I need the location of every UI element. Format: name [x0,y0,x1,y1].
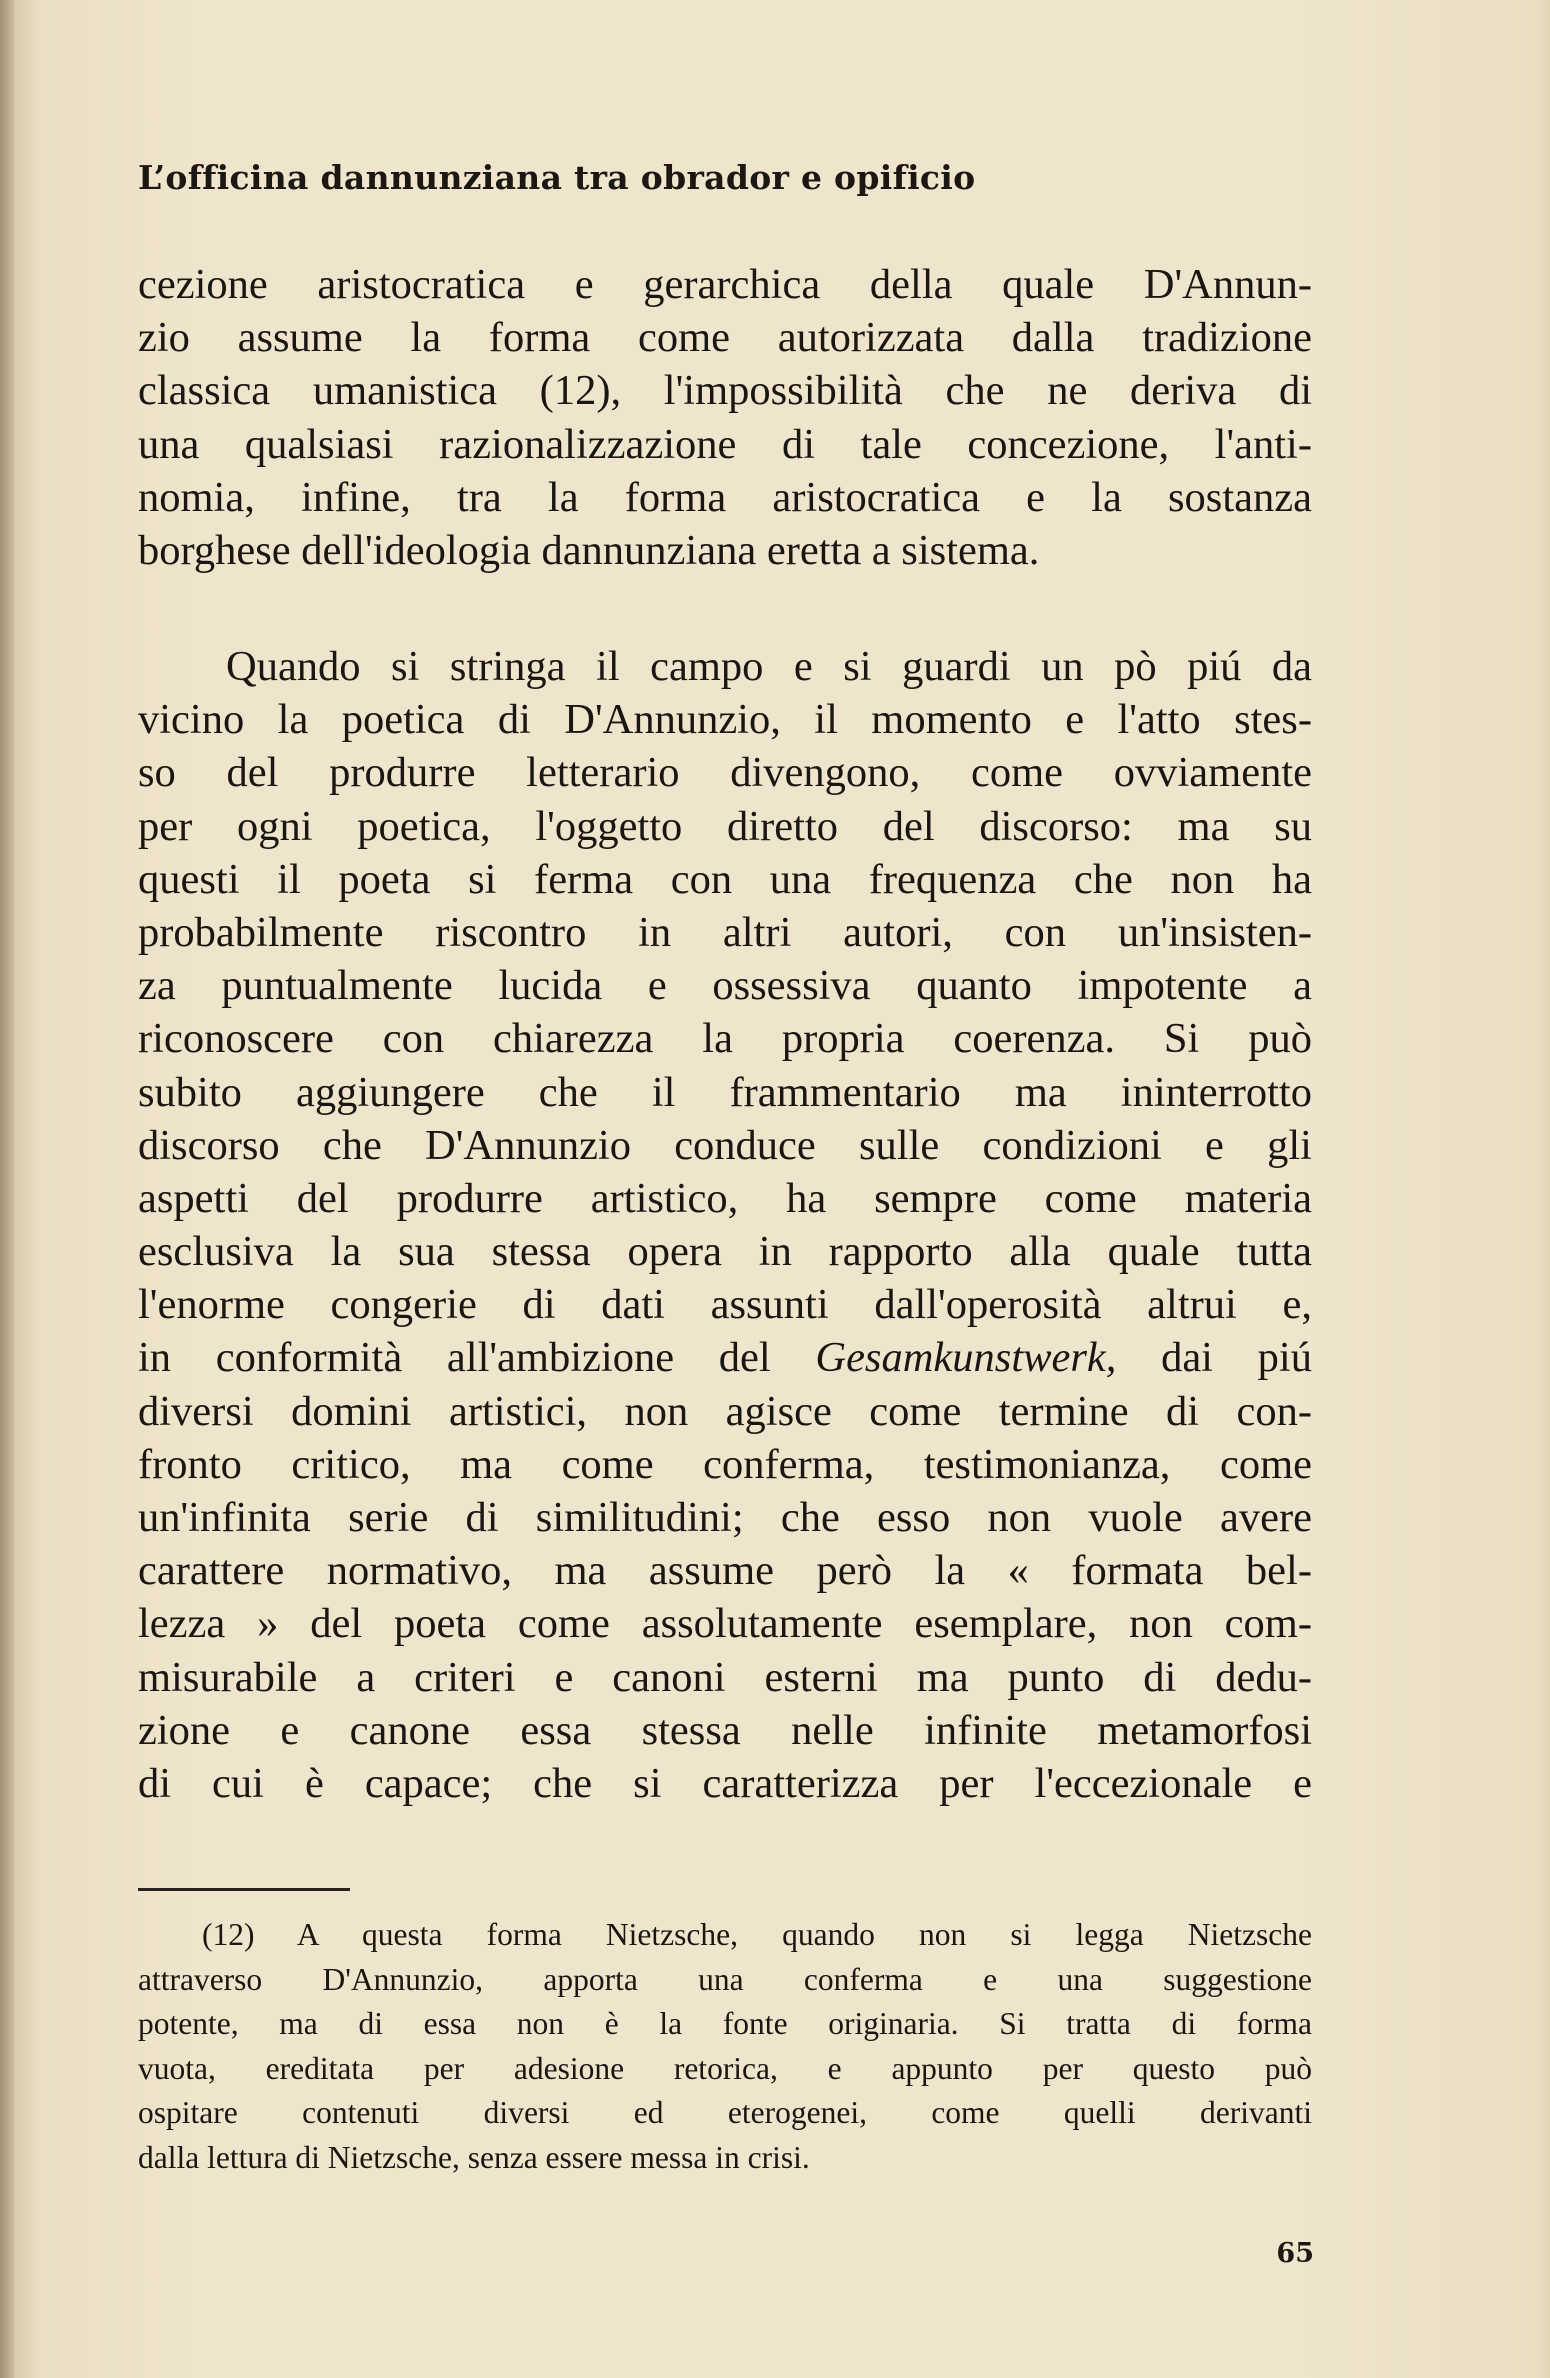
text-line: aspetti del produrre artistico, ha sempre come materia [138,1174,1312,1222]
text-line: za puntualmente lucida e ossessiva quanto impotente a [138,962,1312,1010]
text-line: per ogni poetica, l'oggetto diretto del discorso: ma su [138,802,1312,850]
footnote-line: vuota, ereditata per adesione retorica, e appunto per questo può [138,2050,1312,2086]
text-line: di cui è capace; che si caratterizza per l'eccezionale e [138,1759,1312,1807]
text-line: esclusiva la sua stessa opera in rapporto alla quale tutta [138,1228,1312,1276]
page-number: 65 [1276,2238,1314,2269]
footnote-line: ospitare contenuti diversi ed eterogenei, come quelli derivanti [138,2095,1312,2130]
text-line: borghese dell'ideologia dannunziana eretta a sistema. [138,526,1040,574]
text-line: Quando si stringa il campo e si guardi un pò piú da [226,643,1312,690]
text-line: zio assume la forma come autorizzata dalla tradizione [138,314,1312,362]
text-line: riconoscere con chiarezza la propria coerenza. Si può [138,1015,1312,1063]
text-line: vicino la poetica di D'Annunzio, il momento e l'atto stes- [138,696,1312,744]
text-line: misurabile a criteri e canoni esterni ma punto di dedu- [138,1653,1312,1701]
text-line: discorso che D'Annunzio conduce sulle condizioni e gli [138,1121,1312,1169]
text-line: lezza » del poeta come assolutamente esemplare, non com- [138,1600,1312,1648]
text-fragment: in conformità all'ambizione del [138,1334,816,1382]
footnote-12 [138,1913,1312,2180]
text-line: l'enorme congerie di dati assunti dall'operosità altrui e, [138,1281,1312,1329]
footnote-line: attraverso D'Annunzio, apporta una conferma e una suggestione [138,1961,1312,1997]
text-line: nomia, infine, tra la forma aristocratica e la sostanza [138,473,1312,521]
paragraph-2 [138,640,1312,1810]
text-fragment: dai piú [1116,1334,1312,1382]
text-line: un'infinita serie di similitudini; che esso non vuole avere [138,1494,1312,1541]
text-line: cezione aristocratica e gerarchica della quale D'Annun- [138,261,1312,308]
running-head: L’officina dannunziana tra obrador e opificio [138,158,976,197]
text-line: fronto critico, ma come conferma, testimonianza, come [138,1440,1312,1488]
text-line: carattere normativo, ma assume però la « formata bel- [138,1547,1312,1595]
footnote-line: dalla lettura di Nietzsche, senza essere messa in crisi. [138,2139,810,2175]
text-line: probabilmente riscontro in altri autori, con un'insisten- [138,908,1312,956]
footnote-divider [138,1888,350,1891]
text-line: classica umanistica (12), l'impossibilità che ne deriva di [138,367,1312,415]
text-line: diversi domini artistici, non agisce come termine di con- [138,1387,1312,1435]
text-line: una qualsiasi razionalizzazione di tale concezione, l'anti- [138,420,1312,468]
page-binding-edge [0,0,14,2378]
text-line: zione e canone essa stessa nelle infinite metamorfosi [138,1706,1312,1754]
italic-term: Gesamkunstwerk, [815,1334,1117,1382]
footnote-line: (12) A questa forma Nietzsche, quando non si legga Nietzsche [202,1917,1312,1952]
text-line: subito aggiungere che il frammentario ma ininterrotto [138,1068,1312,1116]
text-line: so del produrre letterario divengono, come ovviamente [138,749,1312,797]
footnote-line: potente, ma di essa non è la fonte originaria. Si tratta di forma [138,2006,1312,2041]
paragraph-1 [138,258,1312,577]
text-line-with-italic [138,1331,1312,1384]
text-line: questi il poeta si ferma con una frequenza che non ha [138,855,1312,903]
